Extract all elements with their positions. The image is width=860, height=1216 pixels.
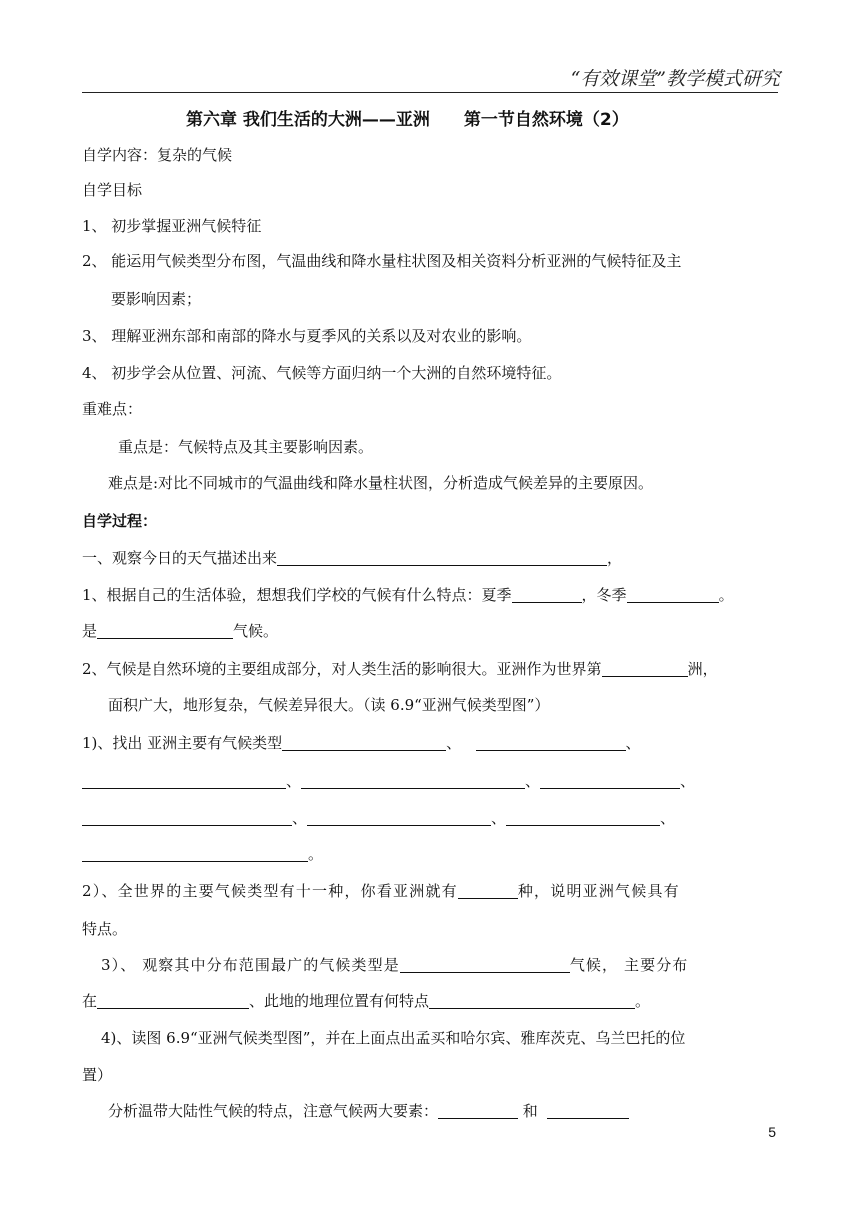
blank[interactable] [627, 586, 719, 603]
blank[interactable] [301, 772, 525, 789]
question-2: 2、气候是自然环境的主要组成部分，对人类生活的影响很大。亚洲作为世界第 洲， [82, 660, 718, 678]
question-2-3: 3）、 观察其中分布范围最广的气候类型是 气候， 主要分布 [101, 956, 689, 974]
question-2-2: 2）、全世界的主要气候类型有十一种，你看亚洲就有 种，说明亚洲气候具有 [82, 882, 680, 900]
question-2-4-cont: 置） [82, 1066, 113, 1084]
question-2-1-row2: 、 、 、 [82, 770, 695, 791]
blank[interactable] [540, 772, 680, 789]
question-2-2-cont: 特点。 [82, 920, 128, 938]
question-2-1-row4: 。 [82, 843, 323, 864]
difficult-point: 难点是:对比不同城市的气温曲线和降水量柱状图，分析造成气候差异的主要原因。 [108, 474, 654, 492]
self-study-content: 自学内容：复杂的气候 [82, 146, 233, 164]
blank[interactable] [602, 660, 688, 677]
question-2-cont: 面积广大，地形复杂，气候差异很大。（读 6.9“亚洲气候类型图”） [108, 696, 550, 714]
key-point: 重点是：气候特点及其主要影响因素。 [118, 438, 374, 456]
blank[interactable] [82, 845, 308, 862]
question-observe: 一、观察今日的天气描述出来 ， [82, 549, 623, 567]
blank[interactable] [282, 734, 446, 751]
goal-2: 2、 能运用气候类型分布图，气温曲线和降水量柱状图及相关资料分析亚洲的气候特征及主 [82, 252, 682, 270]
page-title: 第六章 我们生活的大洲——亚洲 第一节自然环境（2） [186, 110, 629, 130]
blank[interactable] [82, 772, 286, 789]
question-2-1-row3: 、 、 、 [82, 807, 675, 828]
blank[interactable] [476, 734, 626, 751]
goals-heading: 自学目标 [82, 181, 143, 199]
blank[interactable] [512, 586, 582, 603]
blank[interactable] [97, 622, 233, 639]
question-2-1: 1)、找出 亚洲主要有气候类型 、 、 [82, 734, 641, 752]
blank[interactable] [547, 1102, 629, 1119]
blank[interactable] [97, 992, 249, 1009]
blank[interactable] [438, 1102, 518, 1119]
question-2-4: 4)、读图 6.9“亚洲气候类型图”，并在上面点出孟买和哈尔宾、雅库茨克、乌兰巴托的位 [101, 1029, 686, 1047]
goal-3: 3、 理解亚洲东部和南部的降水与夏季风的关系以及对农业的影响。 [82, 327, 532, 345]
blank[interactable] [429, 992, 635, 1009]
analysis-prompt: 分析温带大陆性气候的特点，注意气候两大要素： 和 [108, 1100, 629, 1121]
page-header: “有效课堂”教学模式研究 [570, 68, 780, 90]
goal-2-cont: 要影响因素； [111, 290, 202, 308]
question-1-cont: 是 气候。 [82, 622, 279, 640]
header-rule [82, 92, 778, 93]
goal-4: 4、 初步学会从位置、河流、气候等方面归纳一个大洲的自然环境特征。 [82, 364, 562, 382]
blank[interactable] [506, 809, 660, 826]
key-points-heading: 重难点： [82, 400, 143, 418]
blank[interactable] [82, 809, 292, 826]
goal-1: 1、 初步掌握亚洲气候特征 [82, 217, 262, 235]
question-1: 1、根据自己的生活体验，想想我们学校的气候有什么特点：夏季 ，冬季 。 [82, 586, 734, 604]
process-heading: 自学过程： [82, 512, 158, 530]
blank[interactable] [307, 809, 491, 826]
page-number: 5 [768, 1124, 776, 1140]
question-2-3-cont: 在 、此地的地理位置有何特点 。 [82, 992, 651, 1010]
blank[interactable] [400, 956, 570, 973]
blank[interactable] [458, 882, 518, 899]
blank[interactable] [277, 549, 607, 566]
